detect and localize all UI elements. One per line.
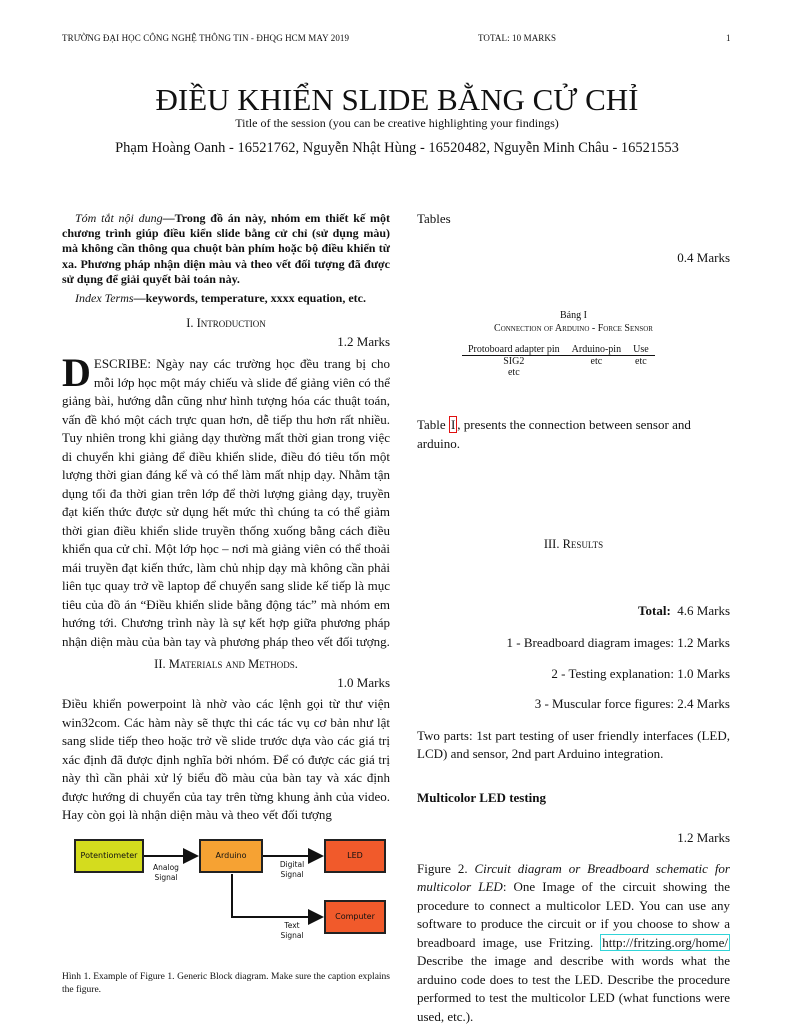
results-item: 2 - Testing explanation: 1.0 Marks: [551, 665, 730, 681]
table-ref-link[interactable]: I: [450, 417, 456, 432]
tables-marks: 0.4 Marks: [677, 249, 730, 265]
intro-paragraph: [62, 350, 390, 651]
block-potentiometer: Potentiometer: [74, 839, 144, 873]
index-terms-text: —keywords, temperature, xxxx equation, etc.: [133, 291, 366, 306]
methods-paragraph: Điều khiển powerpoint là nhờ vào các lệnh gọi từ thư viện win32com. Các hàm này sẽ thực thi các tác vụ cơ bản như lật sang slide tiếp theo hoặc trở về slide trước dựa vào các giá trị xác định đã được định nghĩa bởi nhóm. Để có được các giá trị này thì cần phải xử lý biểu đồ màu của bàn tay và xác định được hướng di chuyển của tay trên từng khung ảnh của video. Hay còn gọi là nhận diện màu và theo vết đối tượng: [62, 696, 390, 823]
diagram-arrows: [62, 829, 392, 949]
intro-marks: 1.2 Marks: [337, 333, 390, 349]
table-header-row: Protoboard adapter pin Arduino-pin Use: [462, 344, 655, 356]
block-computer: Computer: [324, 900, 386, 934]
label-analog-signal: Analog Signal: [153, 862, 179, 882]
intro-text: ESCRIBE: Ngày nay các trường học đều trang bị cho mỗi lớp học một máy chiếu và slide để giảng viên có thể giảng bài, hướng dẫn cũng như hình tượng hóa các thuật toán, vấn đề khó một cách trực quan hơn, dễ tiếp thu hơn rất nhiều. Tuy nhiên trong khi giảng dạy thường mất thời gian trong việc di chuyển khi giảng để điều khiển slide, điều đó tiêu tốn một lượng thời gian đáng kể và có thể làm mất nhịp dạy. Nhằm tận dụng tối đa thời gian trên lớp để thời lượng giảng dạy, truyền đạt kiến thức được sử dụng hết mức thì chúng ta có thể giảm thời gian điều khiển slide truyền thống xuống bằng cách điều khiển qua cử chỉ. Một lớp học – nơi mà giảng viên có thể thoải mái truyền đạt kiến thức, làm chủ nhịp dạy mà không cần phải liên tục quay trở về laptop để chuyển sang slide kế tiếp là mục tiêu của đồ án “Điều khiển slide bằng động tác” mà nhóm em hướng tới. Chương trình này là sự kết hợp giữa phương pháp nhận diện màu của bàn tay và phương pháp theo vết đối tượng.: [62, 356, 390, 649]
abstract-text: —Trong đồ án này, nhóm em thiết kế một chương trình giúp điều kiển slide bằng cử chỉ (sử dụng màu) mà không cần thông qua chuột bàn phím hoặc bộ điều khiển từ xa. Phương pháp nhận diện màu và theo vết đối tượng đã được sử dụng để giải quyết bài toán này.: [62, 211, 390, 286]
abstract-label: Tóm tắt nội dung: [75, 211, 163, 225]
table-caption: [417, 309, 730, 335]
connection-table: [462, 344, 730, 378]
index-terms-label: Index Terms: [75, 291, 134, 306]
label-digital-signal: Digital Signal: [279, 859, 305, 879]
total-marks-header: TOTAL: 10 MARKS: [478, 33, 557, 43]
figure-1-caption: Hình 1. Example of Figure 1. Generic Block diagram. Make sure the caption explains the figure.: [62, 971, 390, 995]
abstract: [62, 211, 390, 287]
arrow-text: [232, 874, 322, 917]
table-row: etc: [507, 367, 520, 378]
tables-label: Tables: [417, 211, 451, 226]
table-number: Bảng I: [560, 310, 587, 321]
table-row: SIG2 etc etc: [503, 356, 647, 367]
drop-cap: D: [62, 350, 91, 396]
led-testing-heading: Multicolor LED testing: [417, 789, 547, 805]
running-header: TRƯỜNG ĐẠI HỌC CÔNG NGHỆ THÔNG TIN - ĐHQG HCM MAY 2019: [62, 33, 350, 43]
right-column: [417, 210, 730, 1026]
section-heading-results: III. Results: [543, 537, 604, 551]
label-text-signal: Text Signal: [280, 920, 304, 940]
two-parts-paragraph: Two parts: 1st part testing of user friendly interfaces (LED, LCD) and sensor, 2nd part Arduino integration.: [417, 727, 730, 761]
page-number: 1: [726, 33, 731, 43]
table-title: Connection of Arduino - Force Sensor: [494, 323, 653, 334]
block-arduino: Arduino: [199, 839, 263, 873]
fritzing-link[interactable]: http://fritzing.org/home/: [602, 934, 728, 950]
index-terms: [62, 291, 390, 306]
table-reference-sentence: Table I , presents the connection between sensor and arduino.: [417, 417, 691, 451]
block-led: LED: [324, 839, 386, 873]
led-marks: 1.2 Marks: [677, 830, 730, 845]
results-item: 3 - Muscular force figures: 2.4 Marks: [534, 696, 730, 711]
section-heading-introduction: I. Introduction: [186, 316, 266, 331]
results-total: Total: 4.6 Marks: [638, 602, 730, 618]
authors: Phạm Hoàng Oanh - 16521762, Nguyễn Nhật Hùng - 16520482, Nguyễn Minh Châu - 16521553: [115, 140, 679, 156]
paper-subtitle: Title of the session (you can be creative highlighting your findings): [235, 116, 559, 130]
methods-marks: 1.0 Marks: [337, 674, 390, 690]
results-item: 1 - Breadboard diagram images: 1.2 Marks: [506, 635, 730, 650]
paper-title: ĐIỀU KHIỂN SLIDE BẰNG CỬ CHỈ: [155, 82, 639, 117]
left-column: [62, 211, 390, 997]
figure-2-paragraph: Figure 2. Circuit diagram or Breadboard schematic for multicolor LED: One Image of the circuit showing the procedure to connect a multicolor LED. You can use any software to produce the circuit or if you choose to show a breadboard image, use Fritzing. http://fritzing.org/home/ Describe the image and describe with words what the arduino code does to test the LED. Describe the procedure performed to test the multicolor LED (what functions were used, etc.).: [417, 860, 730, 1024]
section-heading-methods: II. Materials and Methods.: [154, 657, 298, 672]
figure-1-block-diagram: [62, 829, 392, 949]
